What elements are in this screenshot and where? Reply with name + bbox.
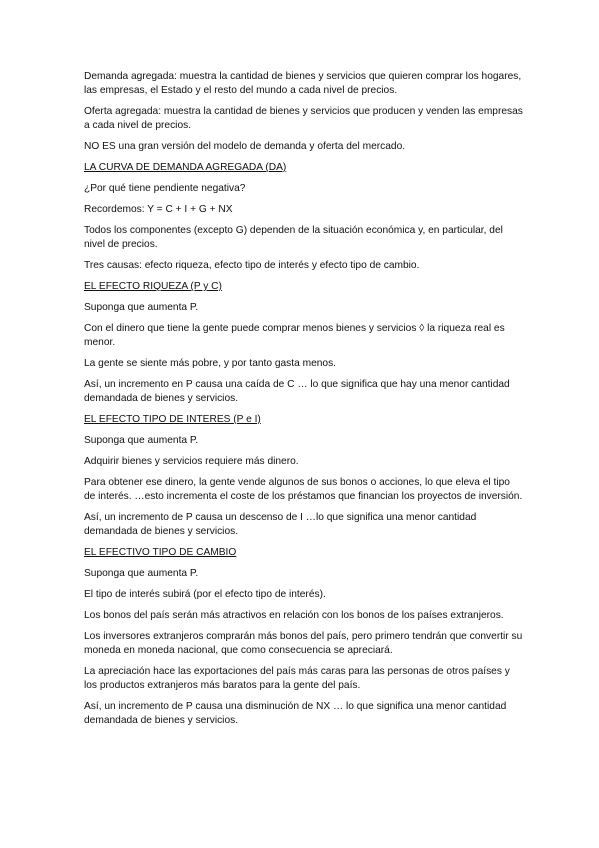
heading-efecto-riqueza: EL EFECTO RIQUEZA (P y C) (84, 281, 222, 292)
document-body (84, 70, 524, 735)
paragraph-riqueza-3: La gente se siente más pobre, y por tanto gasta menos. (84, 358, 337, 369)
heading-efectivo-tipo-cambio: EL EFECTIVO TIPO DE CAMBIO (84, 547, 237, 558)
paragraph-interes-2: Adquirir bienes y servicios requiere más dinero. (84, 456, 299, 467)
paragraph-no-es: NO ES una gran versión del modelo de demanda y oferta del mercado. (84, 141, 406, 152)
paragraph-pendiente: ¿Por qué tiene pendiente negativa? (84, 183, 246, 194)
paragraph-oferta-agregada: Oferta agregada: muestra la cantidad de bienes y servicios que producen y venden las empresas a cada nivel de precios. (84, 106, 523, 131)
paragraph-tres-causas: Tres causas: efecto riqueza, efecto tipo de interés y efecto tipo de cambio. (84, 260, 420, 271)
paragraph-riqueza-1: Suponga que aumenta P. (84, 302, 199, 313)
paragraph-componentes: Todos los componentes (excepto G) dependen de la situación económica y, en particular, del nivel de precios. (84, 225, 503, 250)
paragraph-cambio-6: Así, un incremento de P causa una disminución de NX … lo que significa una menor cantidad demandada de bienes y servicios. (84, 701, 507, 726)
paragraph-cambio-1: Suponga que aumenta P. (84, 568, 199, 579)
heading-curva-demanda: LA CURVA DE DEMANDA AGREGADA (DA) (84, 162, 287, 173)
paragraph-cambio-2: El tipo de interés subirá (por el efecto tipo de interés). (84, 589, 326, 600)
paragraph-riqueza-2: Con el dinero que tiene la gente puede comprar menos bienes y servicios ◊ la riqueza real es menor. (84, 323, 505, 348)
paragraph-interes-3: Para obtener ese dinero, la gente vende algunos de sus bonos o acciones, lo que eleva el tipo de interés. …esto incrementa el coste de los préstamos que financian los proyectos de inversión. (84, 477, 523, 502)
paragraph-interes-1: Suponga que aumenta P. (84, 435, 199, 446)
heading-efecto-tipo-interes: EL EFECTO TIPO DE INTERES (P e I) (84, 414, 261, 425)
paragraph-cambio-4: Los inversores extranjeros comprarán más bonos del país, pero primero tendrán que convertir su moneda en moneda nacional, que como consecuencia se apreciará. (84, 631, 523, 656)
paragraph-riqueza-4: Así, un incremento en P causa una caída de C … lo que significa que hay una menor cantidad demandada de bienes y servicios. (84, 379, 510, 404)
paragraph-cambio-3: Los bonos del país serán más atractivos en relación con los bonos de los países extranjeros. (84, 610, 504, 621)
paragraph-cambio-5: La apreciación hace las exportaciones del país más caras para las personas de otros países y los productos extranjeros más baratos para la gente del país. (84, 666, 510, 691)
paragraph-recordemos: Recordemos: Y = C + I + G + NX (84, 204, 233, 215)
paragraph-interes-4: Así, un incremento de P causa un descenso de I …lo que significa una menor cantidad demandada de bienes y servicios. (84, 512, 477, 537)
paragraph-demanda-agregada: Demanda agregada: muestra la cantidad de bienes y servicios que quieren comprar los hogares, las empresas, el Estado y el resto del mundo a cada nivel de precios. (84, 71, 522, 96)
